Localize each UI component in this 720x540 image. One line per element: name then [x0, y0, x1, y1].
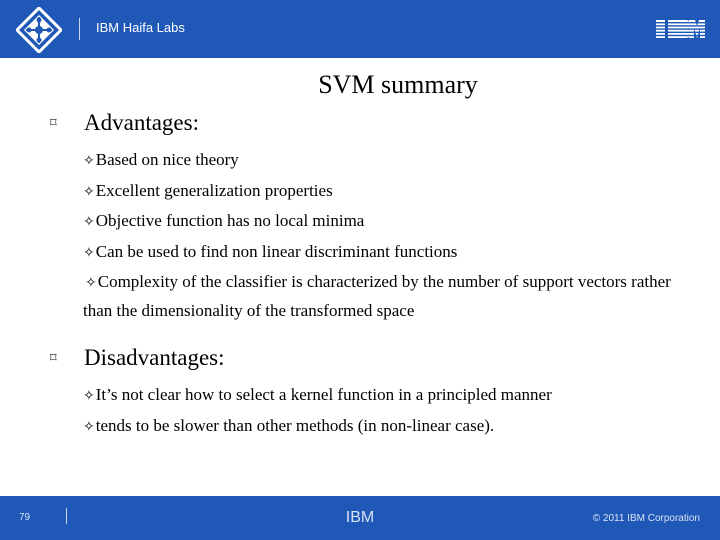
star-bullet-icon: ✧: [83, 389, 95, 404]
footer-ibm-label: IBM: [345, 509, 375, 526]
disadvantages-heading: [50, 345, 552, 375]
diamond-network-logo-icon: [16, 7, 62, 53]
disadvantages-list: [50, 381, 552, 442]
list-item: ✧Can be used to find non linear discriminant functions: [83, 241, 458, 261]
list-item: ✧Complexity of the classifier is characterized by the number of support vectors rather than the dimensionality of the transformed space: [83, 272, 671, 320]
header-bar: [0, 0, 720, 58]
list-item: ✧Objective function has no local minima: [83, 211, 365, 230]
slide-title: SVM summary: [318, 70, 478, 99]
list-item: ✧tends to be slower than other methods (in non-linear case).: [83, 415, 495, 435]
star-bullet-icon: ✧: [83, 215, 95, 230]
star-bullet-icon: ✧: [83, 184, 95, 200]
header-divider: [79, 18, 80, 40]
copyright-text: © 2011 IBM Corporation: [592, 513, 700, 524]
star-bullet-icon: ✧: [83, 154, 95, 169]
disadvantages-label: Disadvantages:: [84, 345, 225, 370]
star-bullet-icon: ✧: [83, 245, 95, 261]
bullet-icon: ⌑: [50, 350, 57, 365]
footer-bar: [0, 496, 720, 540]
advantages-label: Advantages:: [84, 110, 199, 135]
advantages-heading: [50, 110, 673, 140]
header-title: IBM Haifa Labs: [96, 20, 185, 35]
advantages-list: [50, 146, 673, 324]
list-item: ✧It’s not clear how to select a kernel function in a principled manner: [83, 385, 552, 404]
bullet-icon: ⌑: [50, 115, 57, 130]
advantages-section: [50, 110, 673, 324]
list-item: ✧Based on nice theory: [83, 150, 239, 169]
ibm-striped-logo-icon: [656, 18, 706, 40]
star-bullet-icon: ✧: [85, 276, 97, 291]
star-bullet-icon: ✧: [83, 419, 95, 435]
list-item: ✧Excellent generalization properties: [83, 180, 333, 200]
page-number: 79: [19, 512, 31, 523]
disadvantages-section: [50, 345, 552, 442]
